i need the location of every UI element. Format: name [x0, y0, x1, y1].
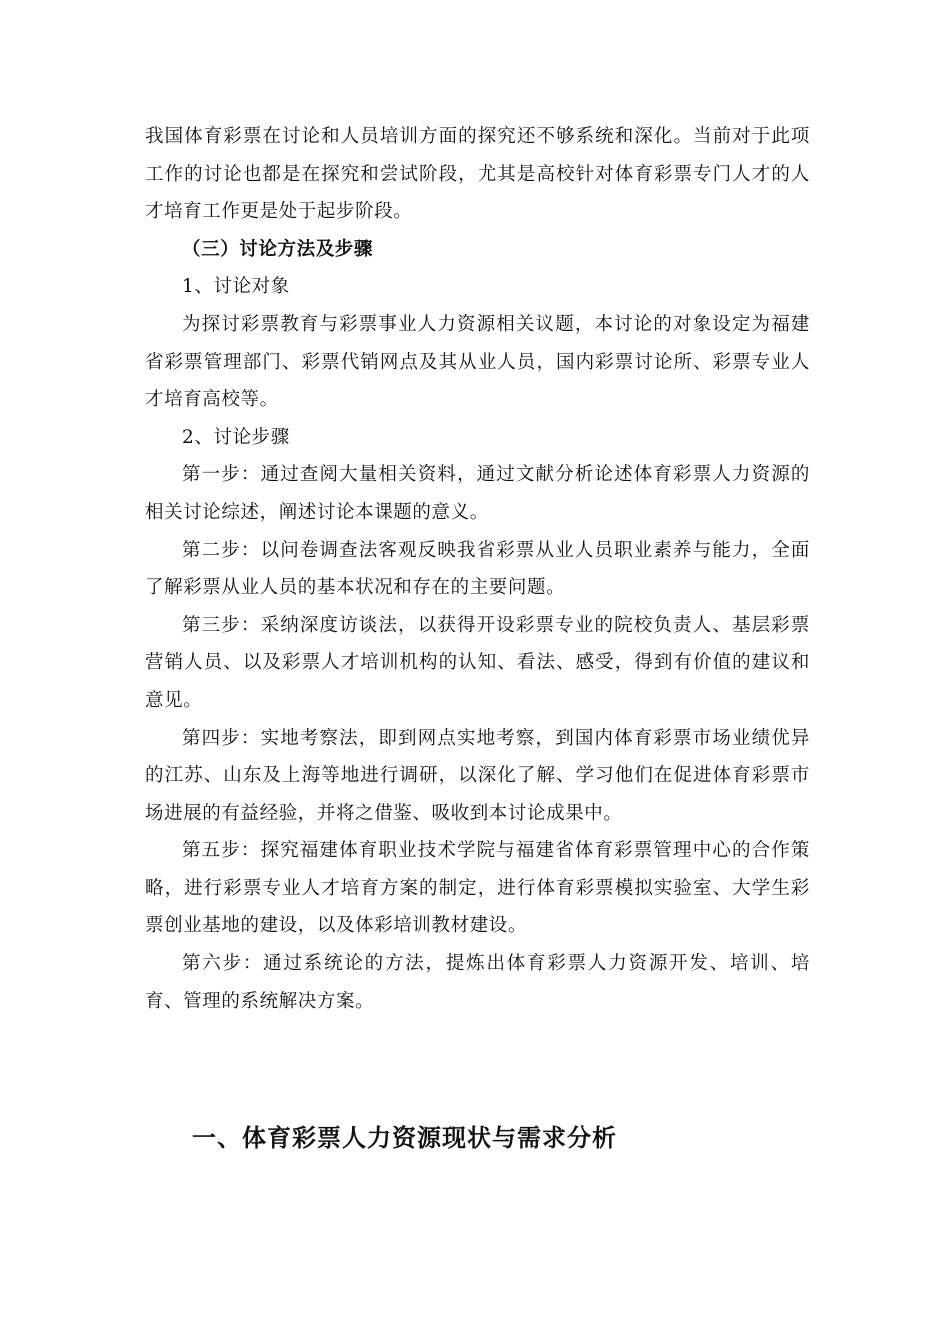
section-heading: （三）讨论方法及步骤	[182, 238, 374, 260]
chapter-title: 一、体育彩票人力资源现状与需求分析	[192, 1123, 617, 1152]
step-paragraph: 第三步：采纳深度访谈法，以获得开设彩票专业的院校负责人、基层彩票营销人员、以及彩票人才培训机构的认知、看法、感受，得到有价值的建议和意见。	[145, 614, 810, 711]
item-2-heading: 2、讨论步骤	[182, 426, 290, 448]
document-body	[145, 118, 810, 1020]
step-paragraph: 第五步：探究福建体育职业技术学院与福建省体育彩票管理中心的合作策略，进行彩票专业人才培育方案的制定，进行体育彩票模拟实验室、大学生彩票创业基地的建设，以及体彩培训教材建设。	[145, 840, 810, 937]
step-paragraph: 第六步：通过系统论的方法，提炼出体育彩票人力资源开发、培训、培育、管理的系统解决方案。	[145, 953, 810, 1012]
step-paragraph: 第四步：实地考察法，即到网点实地考察，到国内体育彩票市场业绩优异的江苏、山东及上海等地进行调研，以深化了解、学习他们在促进体育彩票市场进展的有益经验，并将之借鉴、吸收到本讨论成果中。	[145, 727, 810, 824]
item-1-heading: 1、讨论对象	[182, 276, 290, 298]
step-paragraph: 第一步：通过查阅大量相关资料，通过文献分析论述体育彩票人力资源的相关讨论综述，阐述讨论本课题的意义。	[145, 464, 810, 523]
intro-paragraph: 我国体育彩票在讨论和人员培训方面的探究还不够系统和深化。当前对于此项工作的讨论也都是在探究和尝试阶段，尤其是高校针对体育彩票专门人才的人才培育工作更是处于起步阶段。	[145, 126, 810, 223]
step-paragraph: 第二步：以问卷调查法客观反映我省彩票从业人员职业素养与能力，全面了解彩票从业人员的基本状况和存在的主要问题。	[145, 539, 810, 599]
item-1-paragraph: 为探讨彩票教育与彩票事业人力资源相关议题，本讨论的对象设定为福建省彩票管理部门、彩票代销网点及其从业人员，国内彩票讨论所、彩票专业人才培育高校等。	[145, 313, 810, 411]
